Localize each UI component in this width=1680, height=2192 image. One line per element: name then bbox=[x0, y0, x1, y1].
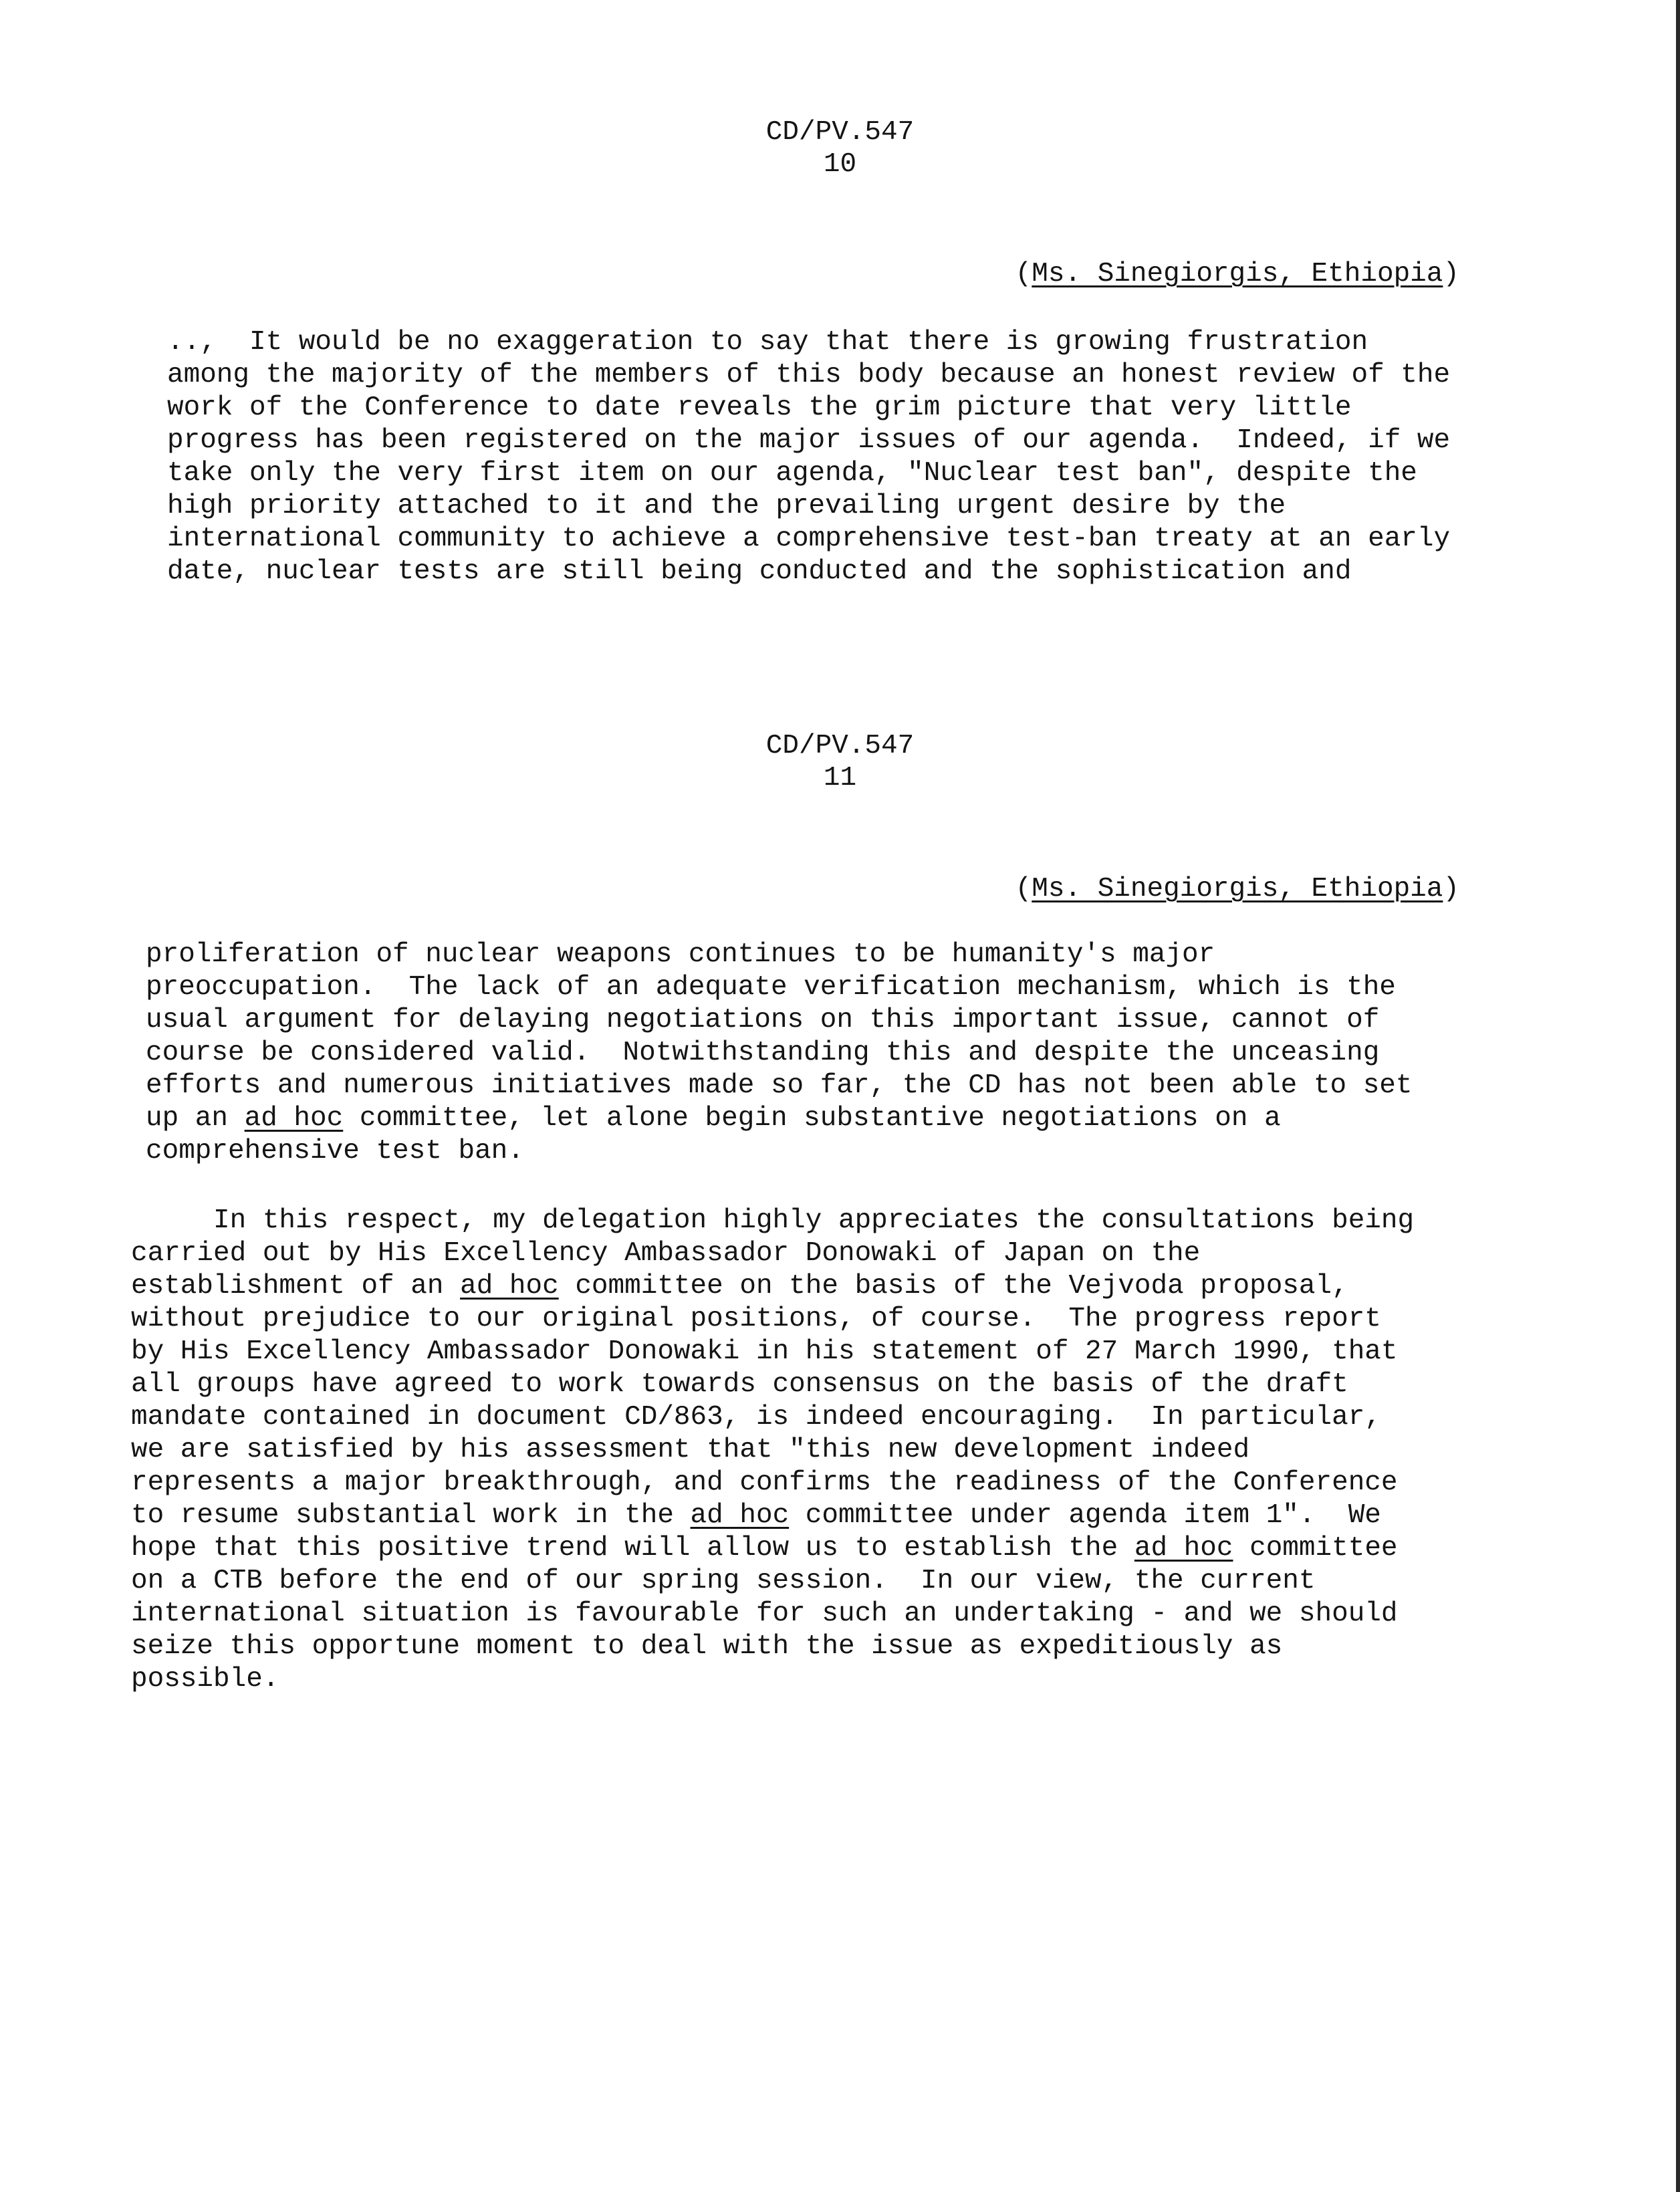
text-line: comprehensive test ban. bbox=[146, 1136, 524, 1167]
text-line: up an ad hoc committee, let alone begin substantive negotiations on a bbox=[146, 1103, 1281, 1134]
text-line: establishment of an ad hoc committee on the basis of the Vejvoda proposal, bbox=[131, 1271, 1348, 1302]
speaker-name: Ms. Sinegiorgis, Ethiopia bbox=[1032, 259, 1443, 289]
text-line: international situation is favourable for such an undertaking - and we should bbox=[131, 1598, 1398, 1629]
text-line: represents a major breakthrough, and confirms the readiness of the Conference bbox=[131, 1467, 1398, 1498]
text-line: among the majority of the members of this body because an honest review of the bbox=[167, 360, 1451, 390]
text-line: without prejudice to our original positions, of course. The progress report bbox=[131, 1304, 1381, 1334]
text-line: seize this opportune moment to deal with the issue as expeditiously as bbox=[131, 1631, 1283, 1662]
paragraph-continuation-bottom bbox=[146, 939, 1503, 1168]
text-line: hope that this positive trend will allow us to establish the ad hoc committee bbox=[131, 1533, 1398, 1564]
underlined-term: ad hoc bbox=[460, 1271, 559, 1302]
underlined-term: ad hoc bbox=[1134, 1533, 1233, 1564]
scan-edge bbox=[1676, 0, 1680, 2192]
text-line: to resume substantial work in the ad hoc committee under agenda item 1". We bbox=[131, 1500, 1381, 1531]
text-line: preoccupation. The lack of an adequate verification mechanism, which is the bbox=[146, 972, 1396, 1003]
underlined-term: ad hoc bbox=[244, 1103, 344, 1134]
text-line: on a CTB before the end of our spring session. In our view, the current bbox=[131, 1566, 1316, 1596]
page-number: 10 bbox=[823, 149, 857, 180]
text-line: date, nuclear tests are still being conducted and the sophistication and bbox=[167, 556, 1352, 587]
text-line: course be considered valid. Notwithstanding this and despite the unceasing bbox=[146, 1038, 1380, 1068]
text-line: mandate contained in document CD/863, is indeed encouraging. In particular, bbox=[131, 1402, 1381, 1433]
text-line: take only the very first item on our agenda, "Nuclear test ban", despite the bbox=[167, 458, 1417, 489]
text-line: progress has been registered on the major issues of our agenda. Indeed, if we bbox=[167, 425, 1451, 456]
text-line: international community to achieve a comprehensive test-ban treaty at an early bbox=[167, 523, 1451, 554]
text-line: carried out by His Excellency Ambassador Donowaki of Japan on the bbox=[131, 1238, 1201, 1269]
text-line: efforts and numerous initiatives made so far, the CD has not been able to set bbox=[146, 1070, 1413, 1101]
text-line: we are satisfied by his assessment that "this new development indeed bbox=[131, 1435, 1250, 1465]
text-line: possible. bbox=[131, 1664, 279, 1695]
page-number: 11 bbox=[823, 763, 857, 794]
document-reference-bottom bbox=[0, 730, 1680, 794]
text-line: usual argument for delaying negotiations on this important issue, cannot of bbox=[146, 1005, 1380, 1036]
text-line: high priority attached to it and the prevailing urgent desire by the bbox=[167, 491, 1286, 521]
speaker-attribution-top: (Ms. Sinegiorgis, Ethiopia) bbox=[1015, 259, 1459, 289]
paragraph-consultations bbox=[131, 1205, 1488, 1696]
text-line: In this respect, my delegation highly appreciates the consultations being bbox=[131, 1205, 1415, 1236]
underlined-term: ad hoc bbox=[690, 1500, 790, 1531]
text-line: proliferation of nuclear weapons continues to be humanity's major bbox=[146, 939, 1215, 970]
paragraph-continuation-top bbox=[167, 326, 1524, 588]
document-reference-top bbox=[0, 116, 1680, 180]
text-line: work of the Conference to date reveals the grim picture that very little bbox=[167, 392, 1352, 423]
text-line: .., It would be no exaggeration to say that there is growing frustration bbox=[167, 327, 1368, 358]
speaker-name: Ms. Sinegiorgis, Ethiopia bbox=[1032, 874, 1443, 904]
document-symbol: CD/PV.547 bbox=[765, 731, 915, 761]
text-line: all groups have agreed to work towards consensus on the basis of the draft bbox=[131, 1369, 1348, 1400]
document-symbol: CD/PV.547 bbox=[765, 117, 915, 148]
text-line: by His Excellency Ambassador Donowaki in his statement of 27 March 1990, that bbox=[131, 1336, 1398, 1367]
speaker-attribution-bottom: (Ms. Sinegiorgis, Ethiopia) bbox=[1015, 874, 1459, 904]
